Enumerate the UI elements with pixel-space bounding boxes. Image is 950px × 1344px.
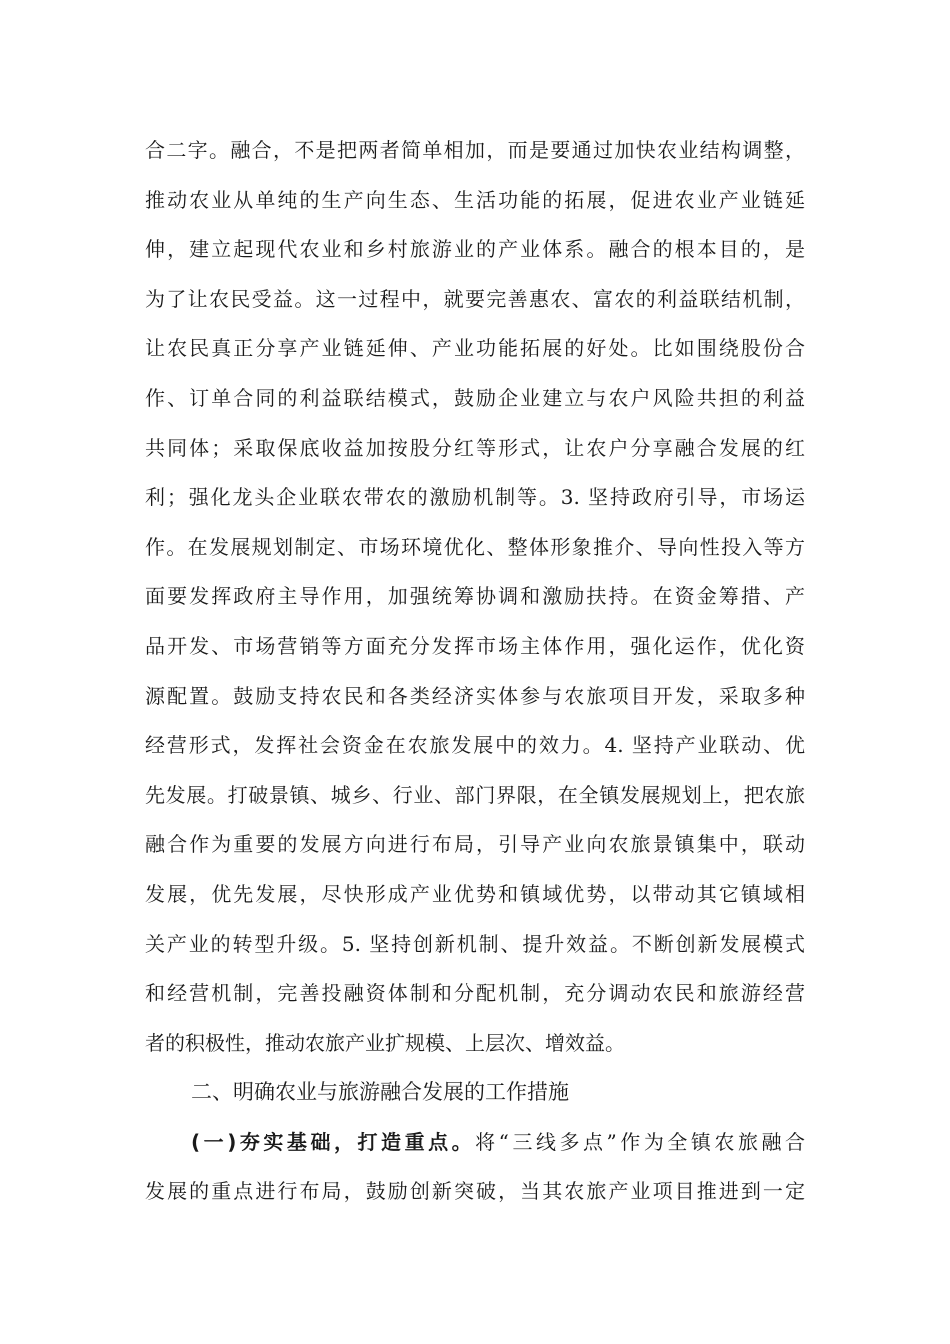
body-line-8: 利；强化龙头企业联农带农的激励机制等。3. 坚持政府引导，市场运 — [145, 485, 805, 510]
body-line-13: 经营形式，发挥社会资金在农旅发展中的效力。4. 坚持产业联动、优 — [145, 733, 805, 758]
body-line-4: 为了让农民受益。这一过程中，就要完善惠农、富农的利益联结机制， — [145, 286, 805, 311]
body-line-14: 先发展。打破景镇、城乡、行业、部门界限，在全镇发展规划上，把农旅 — [145, 782, 805, 807]
body-line-9: 作。在发展规划制定、市场环境优化、整体形象推介、导向性投入等方 — [145, 534, 805, 559]
subsection-second-line: 发展的重点进行布局，鼓励创新突破，当其农旅产业项目推进到一定 — [145, 1179, 805, 1204]
body-line-7: 共同体；采取保底收益加按股分红等形式，让农户分享融合发展的红 — [145, 435, 805, 460]
body-line-11: 品开发、市场营销等方面充分发挥市场主体作用，强化运作，优化资 — [145, 633, 805, 658]
body-line-19: 者的积极性，推动农旅产业扩规模、上层次、增效益。 — [145, 1030, 625, 1055]
body-line-12: 源配置。鼓励支持农民和各类经济实体参与农旅项目开发，采取多种 — [145, 683, 805, 708]
document-page — [145, 126, 805, 1217]
subsection-text-start: 将“三线多点”作为全镇农旅融合 — [475, 1129, 805, 1154]
body-line-15: 融合作为重要的发展方向进行布局，引导产业向农旅景镇集中，联动 — [145, 832, 805, 857]
body-line-6: 作、订单合同的利益联结模式，鼓励企业建立与农户风险共担的利益 — [145, 385, 805, 410]
subsection-title: (一)夯实基础，打造重点。 — [191, 1129, 476, 1154]
body-line-18: 和经营机制，完善投融资体制和分配机制，充分调动农民和旅游经营 — [145, 981, 805, 1006]
body-line-16: 发展，优先发展，尽快形成产业优势和镇域优势，以带动其它镇域相 — [145, 881, 805, 906]
section-heading: 二、明确农业与旅游融合发展的工作措施 — [191, 1080, 569, 1105]
body-line-5: 让农民真正分享产业链延伸、产业功能拓展的好处。比如围绕股份合 — [145, 336, 805, 361]
body-line-2: 推动农业从单纯的生产向生态、生活功能的拓展，促进农业产业链延 — [145, 187, 805, 212]
body-line-1: 合二字。融合，不是把两者简单相加，而是要通过加快农业结构调整， — [145, 138, 805, 162]
subsection-first-line — [145, 1118, 805, 1168]
body-line-17: 关产业的转型升级。5. 坚持创新机制、提升效益。不断创新发展模式 — [145, 931, 805, 956]
body-line-3: 伸，建立起现代农业和乡村旅游业的产业体系。融合的根本目的，是 — [145, 237, 805, 262]
body-line-10: 面要发挥政府主导作用，加强统筹协调和激励扶持。在资金筹措、产 — [145, 584, 805, 609]
